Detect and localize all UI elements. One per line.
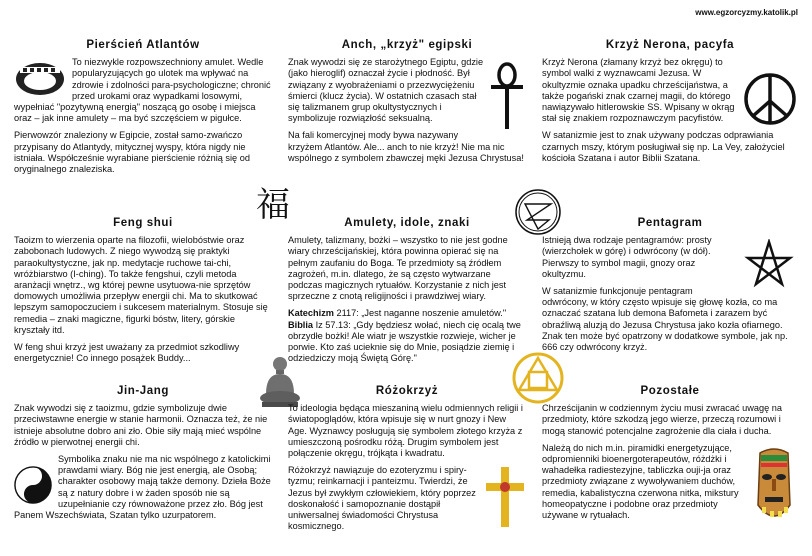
section-title: Amulety, idole, znaki bbox=[344, 217, 470, 229]
paragraph: W satanizmie funkcjonuje pentagram odwrócony, w który często wpisuje się głowę kozła, co ma oznaczać szatana lub demona Bafometa i zarazem być obraźliwą aluzją do Jezusa Chrystusa jako kozła ofiarnego. Znak ten może być opatrzony w dodatkowe symbole, jak np. 666 czy odwrócony krzyż. bbox=[542, 286, 788, 353]
atlantis-ring-icon bbox=[14, 59, 66, 99]
section-jin-jang bbox=[14, 386, 272, 527]
tribal-mask-icon bbox=[750, 445, 798, 527]
paragraph: Krzyż Nerona (złamany krzyż bez okręgu) to symbol walki z wyznawcami Jezusa. W okultyzmie oznaka upadku chrześcijaństwa, a także pogański znak czarnej magii, do którego nawiązywało hitlerowskie SS. Wpisany w okrąg stał się znakiem rozpoznawczym pacyfistów. bbox=[542, 57, 735, 124]
section-title: Anch, „krzyż" egipski bbox=[341, 39, 473, 51]
section-rozokrzyz bbox=[288, 386, 526, 538]
paragraph: W satanizmie jest to znak używany podczas odprawiania czarnych mszy, którym posługiwał się np. La Vey, założyciel kościoła Szatana i autor Biblii Szatana. bbox=[542, 130, 785, 163]
paragraph: Taoizm to wierzenia oparte na filozofii, wielobóstwie oraz zabobonach ludowych. Z niego wywodzą się praktyki paraokultystyczne, jak np. medytacje ruchowe tai-chi, wróżbiarstwo (I-ching). To także fengshui, czyli metoda aranżacji wnętrz., wg której pewne usytuowa-nie sprzętów domowych umożliwia przepływ energii chi. Ma to skutkować lepszym samopoczuciem i sukcesem materialnym. Stosuje się remedia – znaki magiczne, figurki bóstw, litery, górskie kryształy itd. bbox=[14, 235, 268, 335]
site-url: www.egzorcyzmy.katolik.pl bbox=[695, 8, 798, 17]
section-pozostale bbox=[542, 386, 798, 527]
yin-yang-icon bbox=[14, 466, 52, 504]
fu-character-icon: 福 bbox=[256, 185, 290, 225]
section-title: Pentagram bbox=[637, 217, 703, 229]
ankh-icon bbox=[488, 61, 526, 131]
paragraph: Znak wywodzi się ze starożytnego Egiptu, gdzie (jako hieroglif) oznaczał życie i płodność. Był związany z wyobrażeniami o przezwyciężeniu śmierci (klucz życia). W ostatnich czasach stał się talizmanem grup okultystycznych i symbolizuje rozwiązłość seksualną. bbox=[288, 57, 484, 124]
section-pierscien-atlantow bbox=[14, 40, 272, 181]
paragraph: W feng shui krzyż jest uważany za przedmiot szkodliwy energetycznie! Co innego posążek Buddy... bbox=[14, 342, 240, 364]
rose-cross-icon bbox=[484, 465, 526, 529]
paragraph: Istnieją dwa rodzaje pentagramów: prosty (wierzchołek w górę) i odwrócony (w dół). Pierwszy to symbol magii, gnozy oraz okultyzmu. bbox=[542, 235, 712, 279]
paragraph: Na fali komercyjnej mody bywa nazywany krzyżem Atlantów. Ale... anch to nie krzyż! Nie ma nic wspólnego z symbolem zbawczej męki Jezusa Chrystusa! bbox=[288, 130, 524, 163]
paragraph: To niezwykle rozpowszechniony amulet. Wedle popularyzujących go ulotek ma wpływać na zdrowie i zdolności para-psychologiczne; chronić przed urokami oraz wypadkami losowymi, wypełniać "pozytywną energią" noszącą go osobę i miejsca oraz – jak inne amulety – ma być szczęściem w pigułce. bbox=[14, 57, 271, 124]
paragraph: Różokrzyż nawiązuje do ezoteryzmu i spiry-tyzmu; reinkarnacji i panteizmu. Twierdzi, że Jezus był zwykłym człowiekiem, który poprzez doskonałość i samopoznanie dostąpił uniwersalnej świadomości Chrystusa kosmicznego. bbox=[288, 465, 476, 532]
paragraph: To ideologia będąca mieszaniną wielu odmiennych religii i światopoglądów, która wpisuje się w nurt gnozy i New Age. Wyznawcy posługują się symbolem złotego krzyża z umieszczoną pośrodku różą. Drugim symbolem jest połączenie okręgu, trójkąta i kwadratu. bbox=[288, 403, 523, 459]
pentagram-icon bbox=[744, 239, 794, 289]
paragraph: Symbolika znaku nie ma nic wspólnego z katolickimi prawdami wiary. Bóg nie jest energią, ale Osobą; charakter osobowy mają także demony. Dzieła Boże są z natury dobre i w żaden sposób nie są uzupełnianie czy równoważone przez zło. Bóg jest Panem Wszechświata, Szatan tylko uzurpatorem. bbox=[14, 454, 271, 521]
paragraph: Pierwowzór znaleziony w Egipcie, został samo-zwańczo przypisany do Atlantydy, mitycznej wyspy, która nigdy nie istniała. Współcześnie wyrabiane pierścienie różnią się od oryginalnego znaleziska. bbox=[14, 130, 250, 175]
peace-sign-icon bbox=[742, 71, 798, 127]
section-title: Krzyż Nerona, pacyfa bbox=[605, 39, 735, 51]
quote-catechism: Katechizm 2117: „Jest naganne noszenie amuletów." bbox=[288, 308, 507, 319]
section-anch bbox=[288, 40, 526, 170]
quote-bible: Biblia Iz 57.13: „Gdy będziesz wołać, niech cię ocalą twe obrzydłe bożki! Ale wiatr je wszystkie rozwieje, wicher je porwie. Kto zaś ucieknie się do Mnie, posiądzie ziemię i odziedziczy moją Świętą Górę." bbox=[288, 319, 521, 364]
section-title: Feng shui bbox=[113, 217, 173, 229]
paragraph: Amulety, talizmany, bożki – wszystko to nie jest godne wiary chrześcijańskiej, która powinna opierać się na pełnym zaufaniu do Boga. Te przedmioty są źródłem zagrożeń, m.in. dlatego, że są często wytwarzane podczas magicznych rytuałów. Korzystanie z nich jest sprzeczne z cnotą religijności i prawdziwej wiary. bbox=[288, 235, 508, 302]
paragraph: Chrześcijanin w codziennym życiu musi zwracać uwagę na przedmioty, które szkodzą jego wierze, przeczą rozumowi i mogą stanowić potencjalne zagrożenie dla ciała i ducha. bbox=[542, 403, 782, 436]
section-pentagram bbox=[542, 218, 798, 359]
section-feng-shui bbox=[14, 218, 272, 370]
section-title: Jin-Jang bbox=[116, 385, 170, 397]
section-krzyz-nerona bbox=[542, 40, 798, 170]
section-title: Różokrzyż bbox=[375, 385, 439, 397]
paragraph: Znak wywodzi się z taoizmu, gdzie symbolizuje dwie przeciwstawne energie w stanie harmonii. Oznacza też, że nie istnieje absolutne dobro ani zło. Obie siły mają mieć wspólne źródło w pierwotnej energii chi. bbox=[14, 403, 268, 447]
section-amulety bbox=[288, 218, 526, 370]
section-title: Pierścień Atlantów bbox=[86, 39, 200, 51]
paragraph: Należą do nich m.in. piramidki energetyzujące, odpromienniki bioenergoterapeutów, różdżki i wahadełka radiestezyjne, tabliczka ouji-ja oraz przedmioty związane z wywoływaniem duchów, remedia, kabalistyczna czerwona nitka, mikstury homeopatyczne i podobne oraz przedmioty używane w rytuałach. bbox=[542, 442, 739, 521]
section-title: Pozostałe bbox=[640, 385, 700, 397]
